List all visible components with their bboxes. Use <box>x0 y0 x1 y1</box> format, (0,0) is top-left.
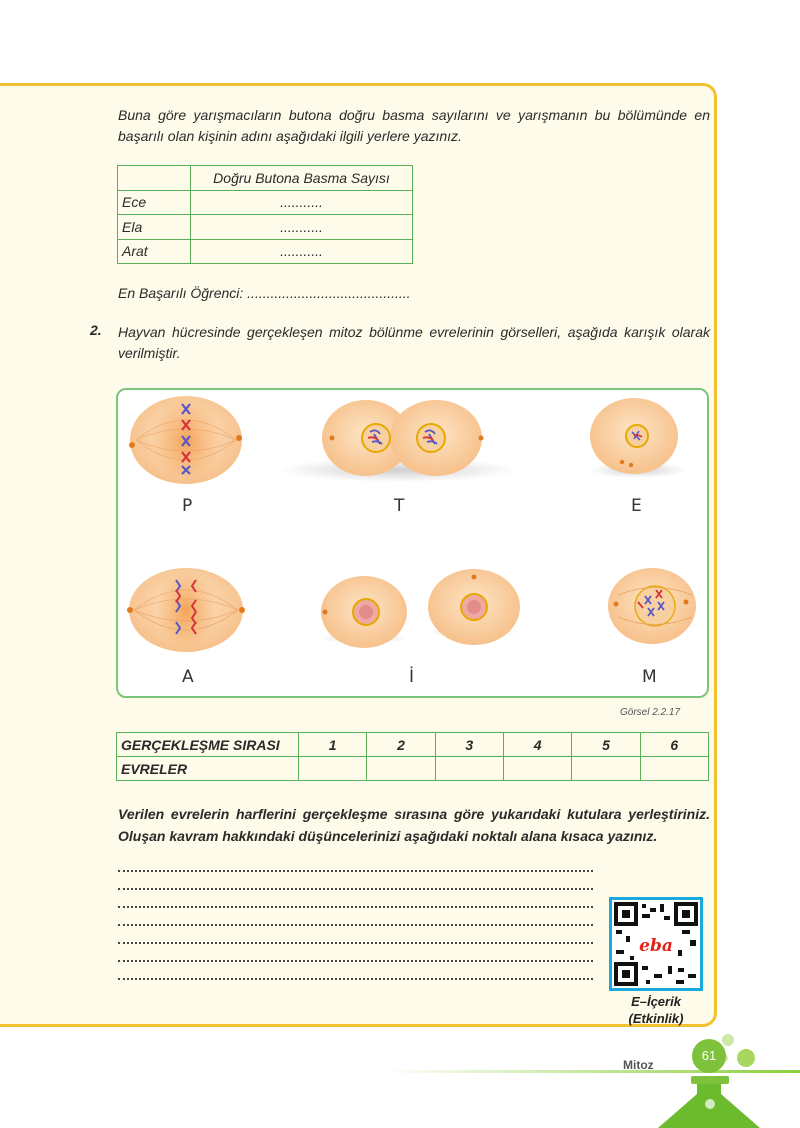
label-m: M <box>642 667 657 687</box>
label-t: T <box>394 496 405 516</box>
decor-bubble-icon <box>737 1049 755 1067</box>
instruction-text: Verilen evrelerin harflerini gerçekleşme sırasına göre yukarıdaki kutulara yerleştiriniz. Oluşan kavram hakkındaki düşüncelerinizi aşağıdaki noktalı alana kısaca yazınız. <box>118 806 710 844</box>
qr-code-icon[interactable] <box>609 897 703 991</box>
order-number: 6 <box>640 733 708 757</box>
table-row <box>118 166 413 191</box>
answer-line[interactable] <box>118 898 593 908</box>
answer-line[interactable] <box>118 916 593 926</box>
order-number: 5 <box>572 733 640 757</box>
footer-decoration <box>0 1020 800 1128</box>
order-number: 2 <box>367 733 435 757</box>
best-student-line: En Başarılı Öğrenci: .......................................... <box>118 285 411 301</box>
order-number: 1 <box>299 733 367 757</box>
cell-p-metaphase <box>129 396 242 484</box>
student-name: Ela <box>118 215 191 240</box>
answer-cell[interactable] <box>640 757 708 781</box>
cell-e-prophase <box>590 398 686 478</box>
student-name: Ece <box>118 190 191 215</box>
score-blank: ........... <box>191 239 413 264</box>
answer-line[interactable] <box>118 862 593 872</box>
label-i: İ <box>409 667 415 687</box>
cell-i-interphase <box>321 569 520 648</box>
e-content-line: E–İçerik <box>631 994 681 1009</box>
cell-a-anaphase <box>127 568 245 652</box>
intro-text: Buna göre yarışmacıların butona doğru basma sayılarını ve yarışmanın bu bölümünde en başarılı olan kişinin adını aşağıdaki ilgili yerlere yazınız. <box>118 107 710 144</box>
cell-t-telophase <box>278 400 518 482</box>
question-text: Hayvan hücresinde gerçekleşen mitoz bölünme evrelerinin görselleri, aşağıda karışık olarak verilmiştir. <box>118 324 710 361</box>
order-table <box>116 732 709 781</box>
answer-cell[interactable] <box>299 757 367 781</box>
figure-caption: Görsel 2.2.17 <box>620 707 681 718</box>
answer-line[interactable] <box>118 934 593 944</box>
chapter-label: Mitoz <box>623 1058 654 1072</box>
table-row <box>118 239 413 264</box>
answer-line[interactable] <box>118 952 593 962</box>
answer-cell[interactable] <box>435 757 503 781</box>
score-table <box>117 165 413 264</box>
answer-cell[interactable] <box>503 757 571 781</box>
cell-m-prometaphase <box>608 568 696 644</box>
e-content-subline: (Etkinlik) <box>628 1011 684 1026</box>
table-row <box>117 733 709 757</box>
page-number: 61 <box>701 1048 717 1063</box>
label-e: E <box>631 496 642 516</box>
table-row <box>118 190 413 215</box>
order-header: GERÇEKLEŞME SIRASI <box>117 733 299 757</box>
mitosis-cells-illustration <box>118 390 711 700</box>
answer-cell[interactable] <box>367 757 435 781</box>
answer-line[interactable] <box>118 880 593 890</box>
label-p: P <box>182 496 193 516</box>
eba-logo: eba <box>639 936 673 956</box>
decor-bubble-icon <box>722 1034 734 1046</box>
footer-line <box>380 1070 800 1073</box>
phases-header: EVRELER <box>117 757 299 781</box>
table-row <box>118 215 413 240</box>
answer-cell[interactable] <box>572 757 640 781</box>
score-blank: ........... <box>191 190 413 215</box>
order-number: 4 <box>503 733 571 757</box>
table-row <box>117 757 709 781</box>
score-blank: ........... <box>191 215 413 240</box>
question-number: 2. <box>90 322 102 338</box>
score-header: Doğru Butona Basma Sayısı <box>191 166 413 191</box>
label-a: A <box>182 667 194 687</box>
student-name: Arat <box>118 239 191 264</box>
order-number: 3 <box>435 733 503 757</box>
mitosis-images-box <box>116 388 709 698</box>
answer-line[interactable] <box>118 970 593 980</box>
